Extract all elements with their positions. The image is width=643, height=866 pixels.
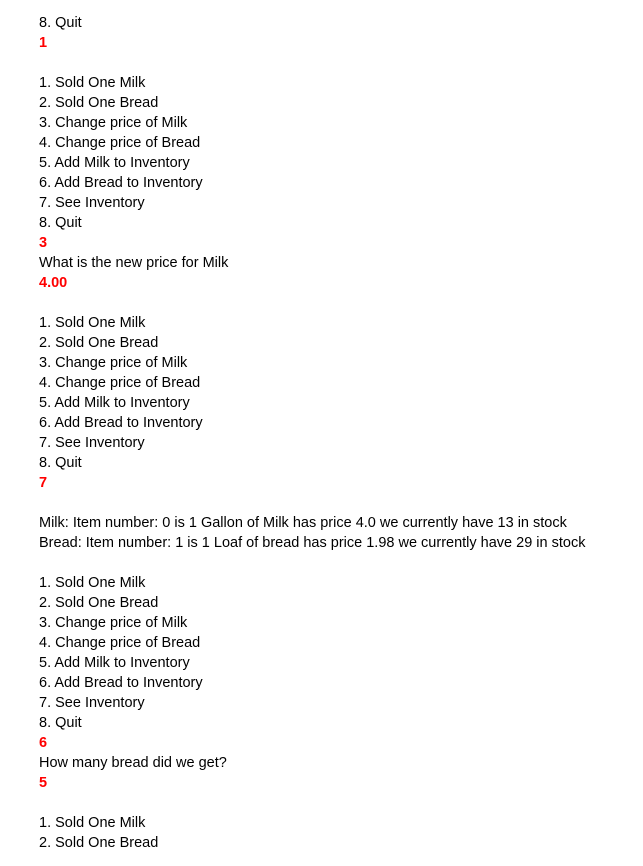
console-output-line: What is the new price for Milk [39, 255, 229, 271]
blank-line [39, 793, 643, 813]
console-output-line: 8. Quit [39, 455, 82, 471]
console-output-line: How many bread did we get? [39, 755, 227, 771]
console-output-line: 7. See Inventory [39, 195, 145, 211]
console-output-line: 6. Add Bread to Inventory [39, 175, 203, 191]
console-output-line: 3. Change price of Milk [39, 355, 188, 371]
console-output-line: 7. See Inventory [39, 695, 145, 711]
blank-line [39, 553, 643, 573]
console-output-line: 1. Sold One Milk [39, 315, 146, 331]
user-input-line: 4.00 [39, 275, 68, 291]
user-input-line: 6 [39, 735, 48, 751]
console-output-line: 2. Sold One Bread [39, 835, 159, 851]
console-output-line: Bread: Item number: 1 is 1 Loaf of bread has price 1.98 we currently have 29 in stock [39, 535, 586, 551]
user-input-line: 3 [39, 235, 48, 251]
console-output-line: 4. Change price of Bread [39, 375, 201, 391]
console-output-line: 1. Sold One Milk [39, 575, 146, 591]
console-output-line: 8. Quit [39, 215, 82, 231]
blank-line [39, 493, 643, 513]
console-output-line: 8. Quit [39, 715, 82, 731]
user-input-line: 1 [39, 35, 48, 51]
console-output-line: 5. Add Milk to Inventory [39, 155, 190, 171]
console-output-line: 4. Change price of Bread [39, 135, 201, 151]
user-input-line: 5 [39, 775, 48, 791]
console-output-line: 2. Sold One Bread [39, 595, 159, 611]
console-output-line: 2. Sold One Bread [39, 335, 159, 351]
console-output-line: 5. Add Milk to Inventory [39, 395, 190, 411]
console-output-line: 5. Add Milk to Inventory [39, 655, 190, 671]
console-output-line: 3. Change price of Milk [39, 615, 188, 631]
console-output-line: 6. Add Bread to Inventory [39, 415, 203, 431]
console-output-line: Milk: Item number: 0 is 1 Gallon of Milk has price 4.0 we currently have 13 in stock [39, 515, 567, 531]
blank-line [39, 293, 643, 313]
console-output-line: 1. Sold One Milk [39, 815, 146, 831]
console-output-line: 8. Quit [39, 15, 82, 31]
console-output-line: 7. See Inventory [39, 435, 145, 451]
console-output-line: 6. Add Bread to Inventory [39, 675, 203, 691]
console-output-line: 3. Change price of Milk [39, 115, 188, 131]
user-input-line: 7 [39, 475, 48, 491]
console-output-line: 4. Change price of Bread [39, 635, 201, 651]
console-output-line: 1. Sold One Milk [39, 75, 146, 91]
console-output [39, 13, 643, 853]
blank-line [39, 53, 643, 73]
console-output-line: 2. Sold One Bread [39, 95, 159, 111]
